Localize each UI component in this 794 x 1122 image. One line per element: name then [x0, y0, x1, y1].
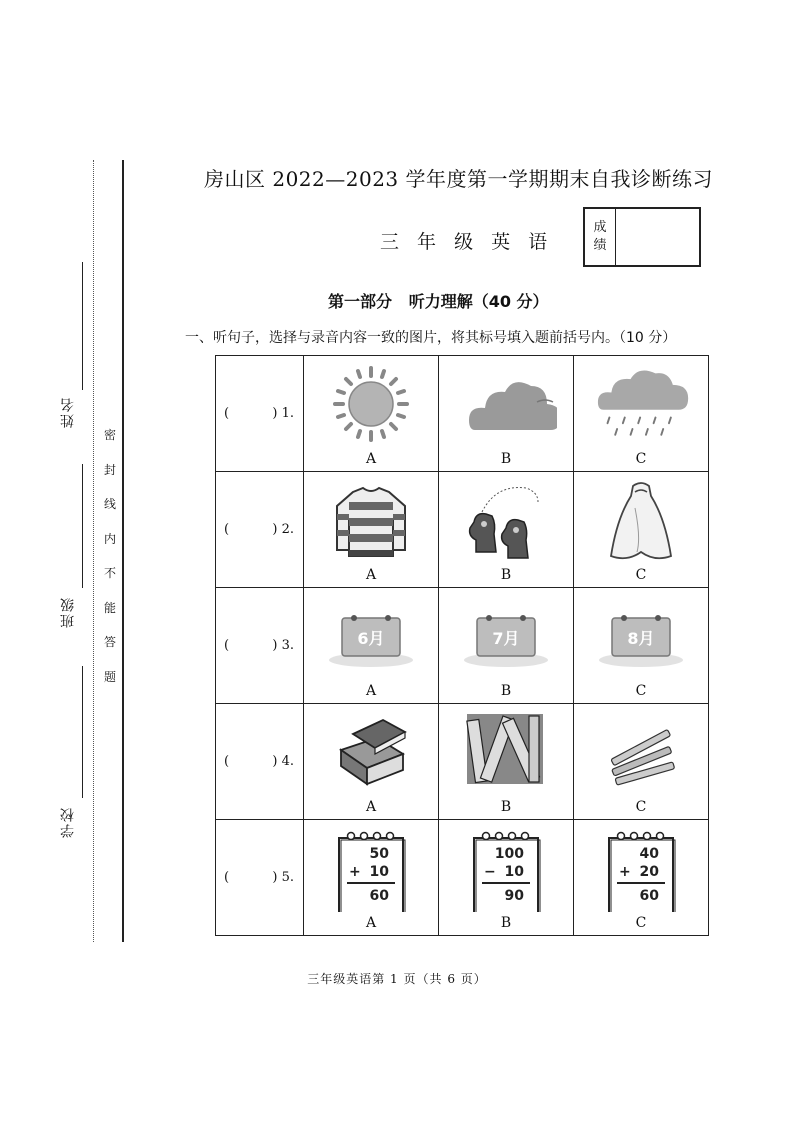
option-label: C	[635, 567, 647, 583]
pens-icon	[601, 710, 681, 796]
option-cell	[304, 704, 439, 820]
seal-char: 线	[103, 497, 116, 511]
notepad-second-number: 10	[504, 864, 524, 880]
question-number: 2.	[281, 522, 294, 537]
school-label: 学校	[60, 806, 76, 838]
option-label: A	[365, 451, 377, 467]
option-cell	[304, 588, 439, 704]
question-row	[216, 588, 709, 704]
calendar-month-text: 8月	[627, 629, 655, 648]
question-row	[216, 704, 709, 820]
answer-paren-open[interactable]: (	[224, 638, 230, 653]
page-footer: 三年级英语第 1 页（共 6 页）	[307, 972, 487, 986]
option-label: C	[635, 451, 647, 467]
option-label: B	[500, 683, 512, 699]
score-box	[583, 207, 701, 267]
notepad-operator: −	[484, 864, 496, 880]
answer-paren-open[interactable]: (	[224, 870, 230, 885]
books-icon	[331, 710, 411, 796]
name-label: 姓名	[60, 396, 76, 428]
math-notepad-icon	[466, 826, 546, 912]
question-row	[216, 472, 709, 588]
score-input-area[interactable]	[616, 209, 699, 265]
option-label: B	[500, 451, 512, 467]
answer-paren-close: )	[272, 754, 278, 769]
answer-paren-open[interactable]: (	[224, 522, 230, 537]
option-label: A	[365, 567, 377, 583]
option-label: A	[365, 915, 377, 931]
notepad-top-number: 40	[639, 846, 659, 862]
notepad-top-number: 100	[494, 846, 524, 862]
notepad-operator: +	[619, 864, 631, 880]
calendar-month-text: 7月	[492, 629, 520, 648]
cloud-icon	[457, 362, 557, 448]
option-cell	[304, 820, 439, 936]
question-number: 3.	[281, 638, 294, 653]
question-number-cell	[216, 588, 304, 704]
calendar-icon	[461, 594, 551, 680]
seal-char: 密	[103, 428, 116, 442]
answer-paren-close: )	[272, 406, 278, 421]
seal-line-notice	[102, 418, 118, 694]
answer-paren-open[interactable]: (	[224, 754, 230, 769]
option-cell	[574, 588, 709, 704]
notepad-operator: +	[349, 864, 361, 880]
math-notepad-icon	[601, 826, 681, 912]
seal-char: 内	[103, 531, 116, 546]
answer-paren-close: )	[272, 870, 278, 885]
seal-char: 答	[103, 635, 116, 649]
name-underline[interactable]	[82, 262, 83, 390]
school-field	[58, 806, 88, 838]
exam-title: 房山区 2022—2023 学年度第一学期期末自我诊断练习	[204, 167, 714, 191]
notepad-result: 60	[369, 888, 389, 904]
option-label: B	[500, 567, 512, 583]
question-table	[215, 355, 709, 936]
exam-subtitle: 三 年 级 英 语	[380, 231, 554, 253]
raincoat-icon	[601, 478, 681, 564]
option-cell	[574, 704, 709, 820]
option-cell	[439, 704, 574, 820]
option-label: C	[635, 799, 647, 815]
notepad-top-number: 50	[369, 846, 389, 862]
question-number: 1.	[281, 406, 294, 421]
question-number-cell	[216, 820, 304, 936]
section-instruction: 一、听句子，选择与录音内容一致的图片，将其标号填入题前括号内。（10 分）	[185, 330, 677, 346]
notepad-second-number: 20	[639, 864, 659, 880]
option-cell	[439, 820, 574, 936]
class-label: 班级	[60, 596, 76, 628]
option-cell	[574, 820, 709, 936]
binding-dotted-line	[93, 160, 94, 942]
question-number-cell	[216, 704, 304, 820]
option-label: A	[365, 683, 377, 699]
option-label: B	[500, 915, 512, 931]
mittens-icon	[466, 478, 546, 564]
notepad-result: 90	[504, 888, 524, 904]
score-label	[585, 209, 616, 265]
option-cell	[304, 356, 439, 472]
option-cell	[439, 588, 574, 704]
answer-paren-open[interactable]: (	[224, 406, 230, 421]
math-notepad-icon	[331, 826, 411, 912]
question-number: 4.	[281, 754, 294, 769]
question-number-cell	[216, 356, 304, 472]
question-number-cell	[216, 472, 304, 588]
option-cell	[439, 356, 574, 472]
seal-char: 封	[103, 462, 116, 477]
rulers-icon	[461, 710, 549, 796]
notepad-result: 60	[639, 888, 659, 904]
question-row	[216, 820, 709, 936]
question-row	[216, 356, 709, 472]
question-number: 5.	[281, 870, 294, 885]
score-label-char: 成	[593, 220, 607, 235]
option-cell	[439, 472, 574, 588]
part-title: 第一部分 听力理解（40 分）	[328, 292, 549, 311]
option-label: C	[635, 915, 647, 931]
seal-char: 题	[103, 669, 116, 684]
seal-char: 能	[103, 600, 116, 615]
sweater-icon	[331, 478, 411, 564]
option-cell	[574, 472, 709, 588]
sun-icon	[331, 362, 411, 448]
binding-solid-line	[122, 160, 124, 942]
rain-cloud-icon	[596, 362, 692, 448]
notepad-second-number: 10	[369, 864, 389, 880]
option-cell	[574, 356, 709, 472]
class-underline[interactable]	[82, 464, 83, 588]
name-field	[58, 396, 88, 428]
option-cell	[304, 472, 439, 588]
option-label: A	[365, 799, 377, 815]
calendar-month-text: 6月	[357, 629, 385, 648]
answer-paren-close: )	[272, 638, 278, 653]
class-field	[58, 596, 88, 628]
answer-paren-close: )	[272, 522, 278, 537]
option-label: B	[500, 799, 512, 815]
calendar-icon	[326, 594, 416, 680]
seal-char: 不	[103, 566, 116, 580]
calendar-icon	[596, 594, 686, 680]
option-label: C	[635, 683, 647, 699]
school-underline[interactable]	[82, 666, 83, 798]
score-label-char: 绩	[593, 238, 607, 253]
